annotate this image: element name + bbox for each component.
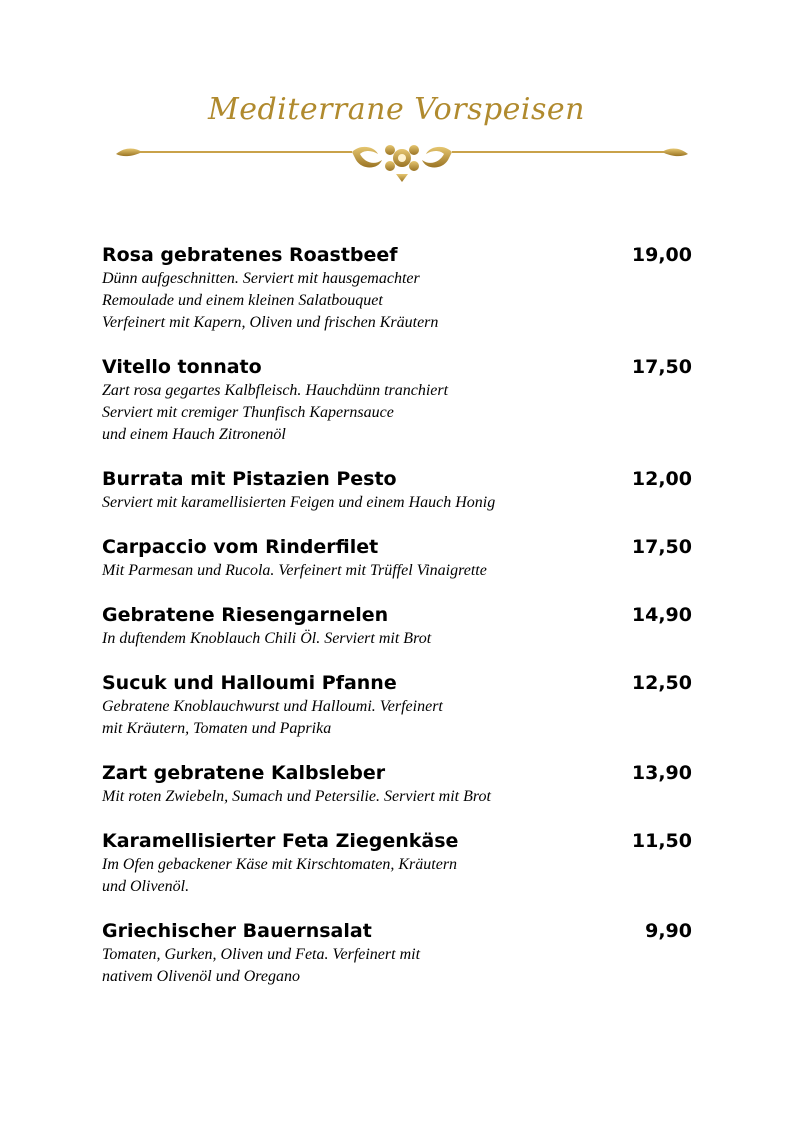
dish-description-line: Mit Parmesan und Rucola. Verfeinert mit Trüffel Vinaigrette — [102, 562, 487, 579]
dish-price: 12,00 — [631, 468, 692, 490]
dish-description-line: Dünn aufgeschnitten. Serviert mit hausgemachter — [102, 270, 420, 287]
menu-item — [102, 466, 692, 514]
dish-description-line: In duftendem Knoblauch Chili Öl. Serviert mit Brot — [102, 630, 432, 647]
menu-item-header — [102, 670, 692, 696]
menu-list — [102, 242, 692, 1008]
dish-price: 11,50 — [631, 830, 692, 852]
menu-item-header — [102, 354, 692, 380]
dish-description-line: Gebratene Knoblauchwurst und Halloumi. Verfeinert — [102, 698, 443, 715]
menu-item-header — [102, 466, 692, 492]
dish-price: 13,90 — [631, 762, 692, 784]
dish-description-line: Verfeinert mit Kapern, Oliven und frischen Kräutern — [102, 314, 439, 331]
dish-description-line: und Olivenöl. — [102, 878, 190, 895]
dish-name: Gebratene Riesengarnelen — [102, 604, 389, 626]
menu-item-header — [102, 602, 692, 628]
menu-item-header — [102, 828, 692, 854]
dish-name: Rosa gebratenes Roastbeef — [102, 244, 398, 266]
dish-description — [102, 944, 692, 988]
dish-price: 19,00 — [631, 244, 692, 266]
dish-description-line: Serviert mit karamellisierten Feigen und einem Hauch Honig — [102, 494, 496, 511]
menu-item-header — [102, 760, 692, 786]
menu-item — [102, 918, 692, 988]
dish-name: Karamellisierter Feta Ziegenkäse — [102, 830, 459, 852]
dish-description-line: und einem Hauch Zitronenöl — [102, 426, 286, 443]
dish-description — [102, 696, 692, 740]
dish-description-line: Mit roten Zwiebeln, Sumach und Petersilie. Serviert mit Brot — [102, 788, 491, 805]
dish-description-line: Remoulade und einem kleinen Salatbouquet — [102, 292, 383, 309]
menu-item — [102, 760, 692, 808]
dish-price: 9,90 — [645, 920, 692, 942]
page-title: Mediterrane Vorspeisen — [208, 92, 585, 127]
dish-price: 17,50 — [631, 536, 692, 558]
menu-item-header — [102, 242, 692, 268]
menu-item-header — [102, 918, 692, 944]
gold-divider-ornament — [112, 140, 692, 184]
dish-description-line: Serviert mit cremiger Thunfisch Kapernsauce — [102, 404, 394, 421]
menu-item — [102, 534, 692, 582]
dish-description — [102, 628, 692, 650]
dish-description — [102, 492, 692, 514]
dish-price: 14,90 — [631, 604, 692, 626]
dish-name: Zart gebratene Kalbsleber — [102, 762, 386, 784]
dish-description-line: Zart rosa gegartes Kalbfleisch. Hauchdünn tranchiert — [102, 382, 449, 399]
dish-description-line: mit Kräutern, Tomaten und Paprika — [102, 720, 332, 737]
menu-item — [102, 602, 692, 650]
dish-description-line: Im Ofen gebackener Käse mit Kirschtomaten, Kräutern — [102, 856, 458, 873]
menu-item — [102, 828, 692, 898]
dish-price: 17,50 — [631, 356, 692, 378]
dish-description — [102, 854, 692, 898]
dish-description — [102, 268, 692, 334]
dish-name: Vitello tonnato — [102, 356, 262, 378]
dish-name: Carpaccio vom Rinderfilet — [102, 536, 379, 558]
dish-name: Sucuk und Halloumi Pfanne — [102, 672, 397, 694]
menu-item — [102, 354, 692, 446]
dish-description-line: Tomaten, Gurken, Oliven und Feta. Verfeinert mit — [102, 946, 421, 963]
menu-item-header — [102, 534, 692, 560]
dish-description — [102, 560, 692, 582]
dish-price: 12,50 — [631, 672, 692, 694]
dish-description — [102, 380, 692, 446]
menu-item — [102, 670, 692, 740]
dish-description — [102, 786, 692, 808]
dish-description-line: nativem Olivenöl und Oregano — [102, 968, 301, 985]
dish-name: Griechischer Bauernsalat — [102, 920, 372, 942]
dish-name: Burrata mit Pistazien Pesto — [102, 468, 397, 490]
menu-item — [102, 242, 692, 334]
